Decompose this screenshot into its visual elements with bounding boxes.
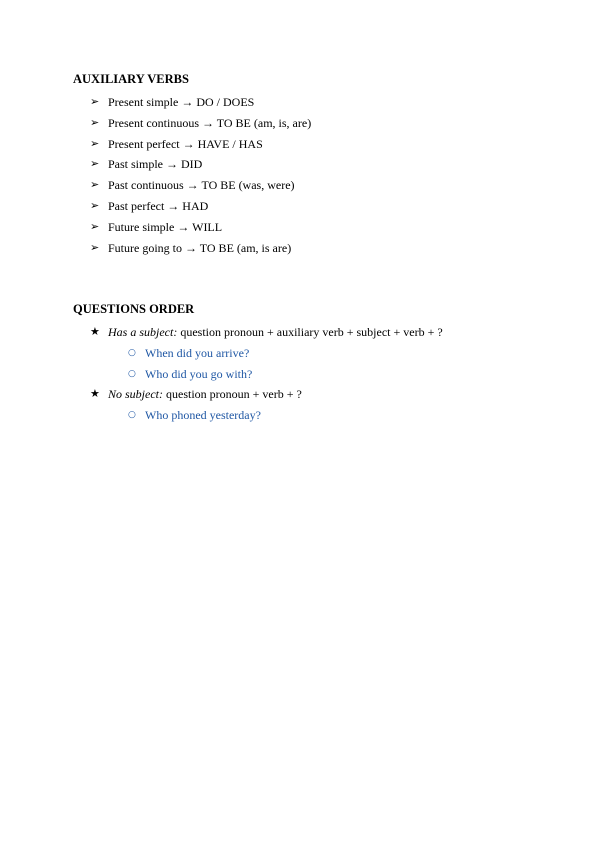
example-item (90, 405, 443, 426)
arrow-bullet-icon: ➢ (90, 136, 100, 150)
list-item (90, 92, 311, 113)
circle-bullet-icon: ○ (128, 368, 136, 379)
arrow-bullet-icon: ➢ (90, 240, 100, 254)
list-item (90, 217, 311, 238)
auxiliary-verbs-list (90, 92, 311, 258)
questions-order-heading: QUESTIONS ORDER (73, 302, 195, 316)
list-item (90, 134, 311, 155)
list-item-text: Present perfect → HAVE / HAS (108, 136, 263, 151)
questions-order-list (90, 322, 443, 426)
circle-bullet-icon: ○ (128, 410, 136, 421)
list-item-text: Future going to → TO BE (am, is are) (108, 240, 292, 255)
arrow-bullet-icon: ➢ (90, 178, 100, 192)
rule-text: question pronoun + verb + ? (163, 387, 302, 402)
list-item-text: Future simple → WILL (108, 219, 223, 234)
example-item (90, 343, 443, 364)
list-item-text: Present simple → DO / DOES (108, 95, 255, 109)
arrow-bullet-icon: ➢ (90, 198, 100, 212)
list-item (90, 154, 311, 175)
arrow-bullet-icon: ➢ (90, 219, 100, 233)
list-item-text: Past perfect → HAD (108, 198, 209, 213)
list-item-text: Present continuous → TO BE (am, is, are) (108, 115, 312, 130)
arrow-bullet-icon: ➢ (90, 115, 100, 129)
question-rule-item (90, 384, 443, 405)
list-item-text: Past continuous → TO BE (was, were) (108, 178, 295, 193)
list-item (90, 175, 311, 196)
list-item-text: Past simple → DID (108, 157, 203, 172)
list-item (90, 196, 311, 217)
example-text: Who did you go with? (145, 366, 253, 381)
rule-text: question pronoun + auxiliary verb + subject + verb + ? (177, 325, 443, 339)
rule-label: Has a subject: (108, 325, 178, 339)
star-bullet-icon: ★ (90, 387, 100, 401)
arrow-bullet-icon: ➢ (90, 157, 100, 171)
example-text: Who phoned yesterday? (145, 408, 261, 423)
star-bullet-icon: ★ (90, 325, 100, 338)
list-item (90, 238, 311, 259)
circle-bullet-icon: ○ (128, 347, 136, 358)
example-item (90, 364, 443, 385)
rule-label: No subject: (108, 387, 163, 402)
auxiliary-verbs-heading: AUXILIARY VERBS (73, 72, 189, 86)
question-rule-item (90, 322, 443, 343)
list-item (90, 113, 311, 134)
example-text: When did you arrive? (145, 345, 250, 360)
arrow-bullet-icon: ➢ (90, 95, 100, 108)
